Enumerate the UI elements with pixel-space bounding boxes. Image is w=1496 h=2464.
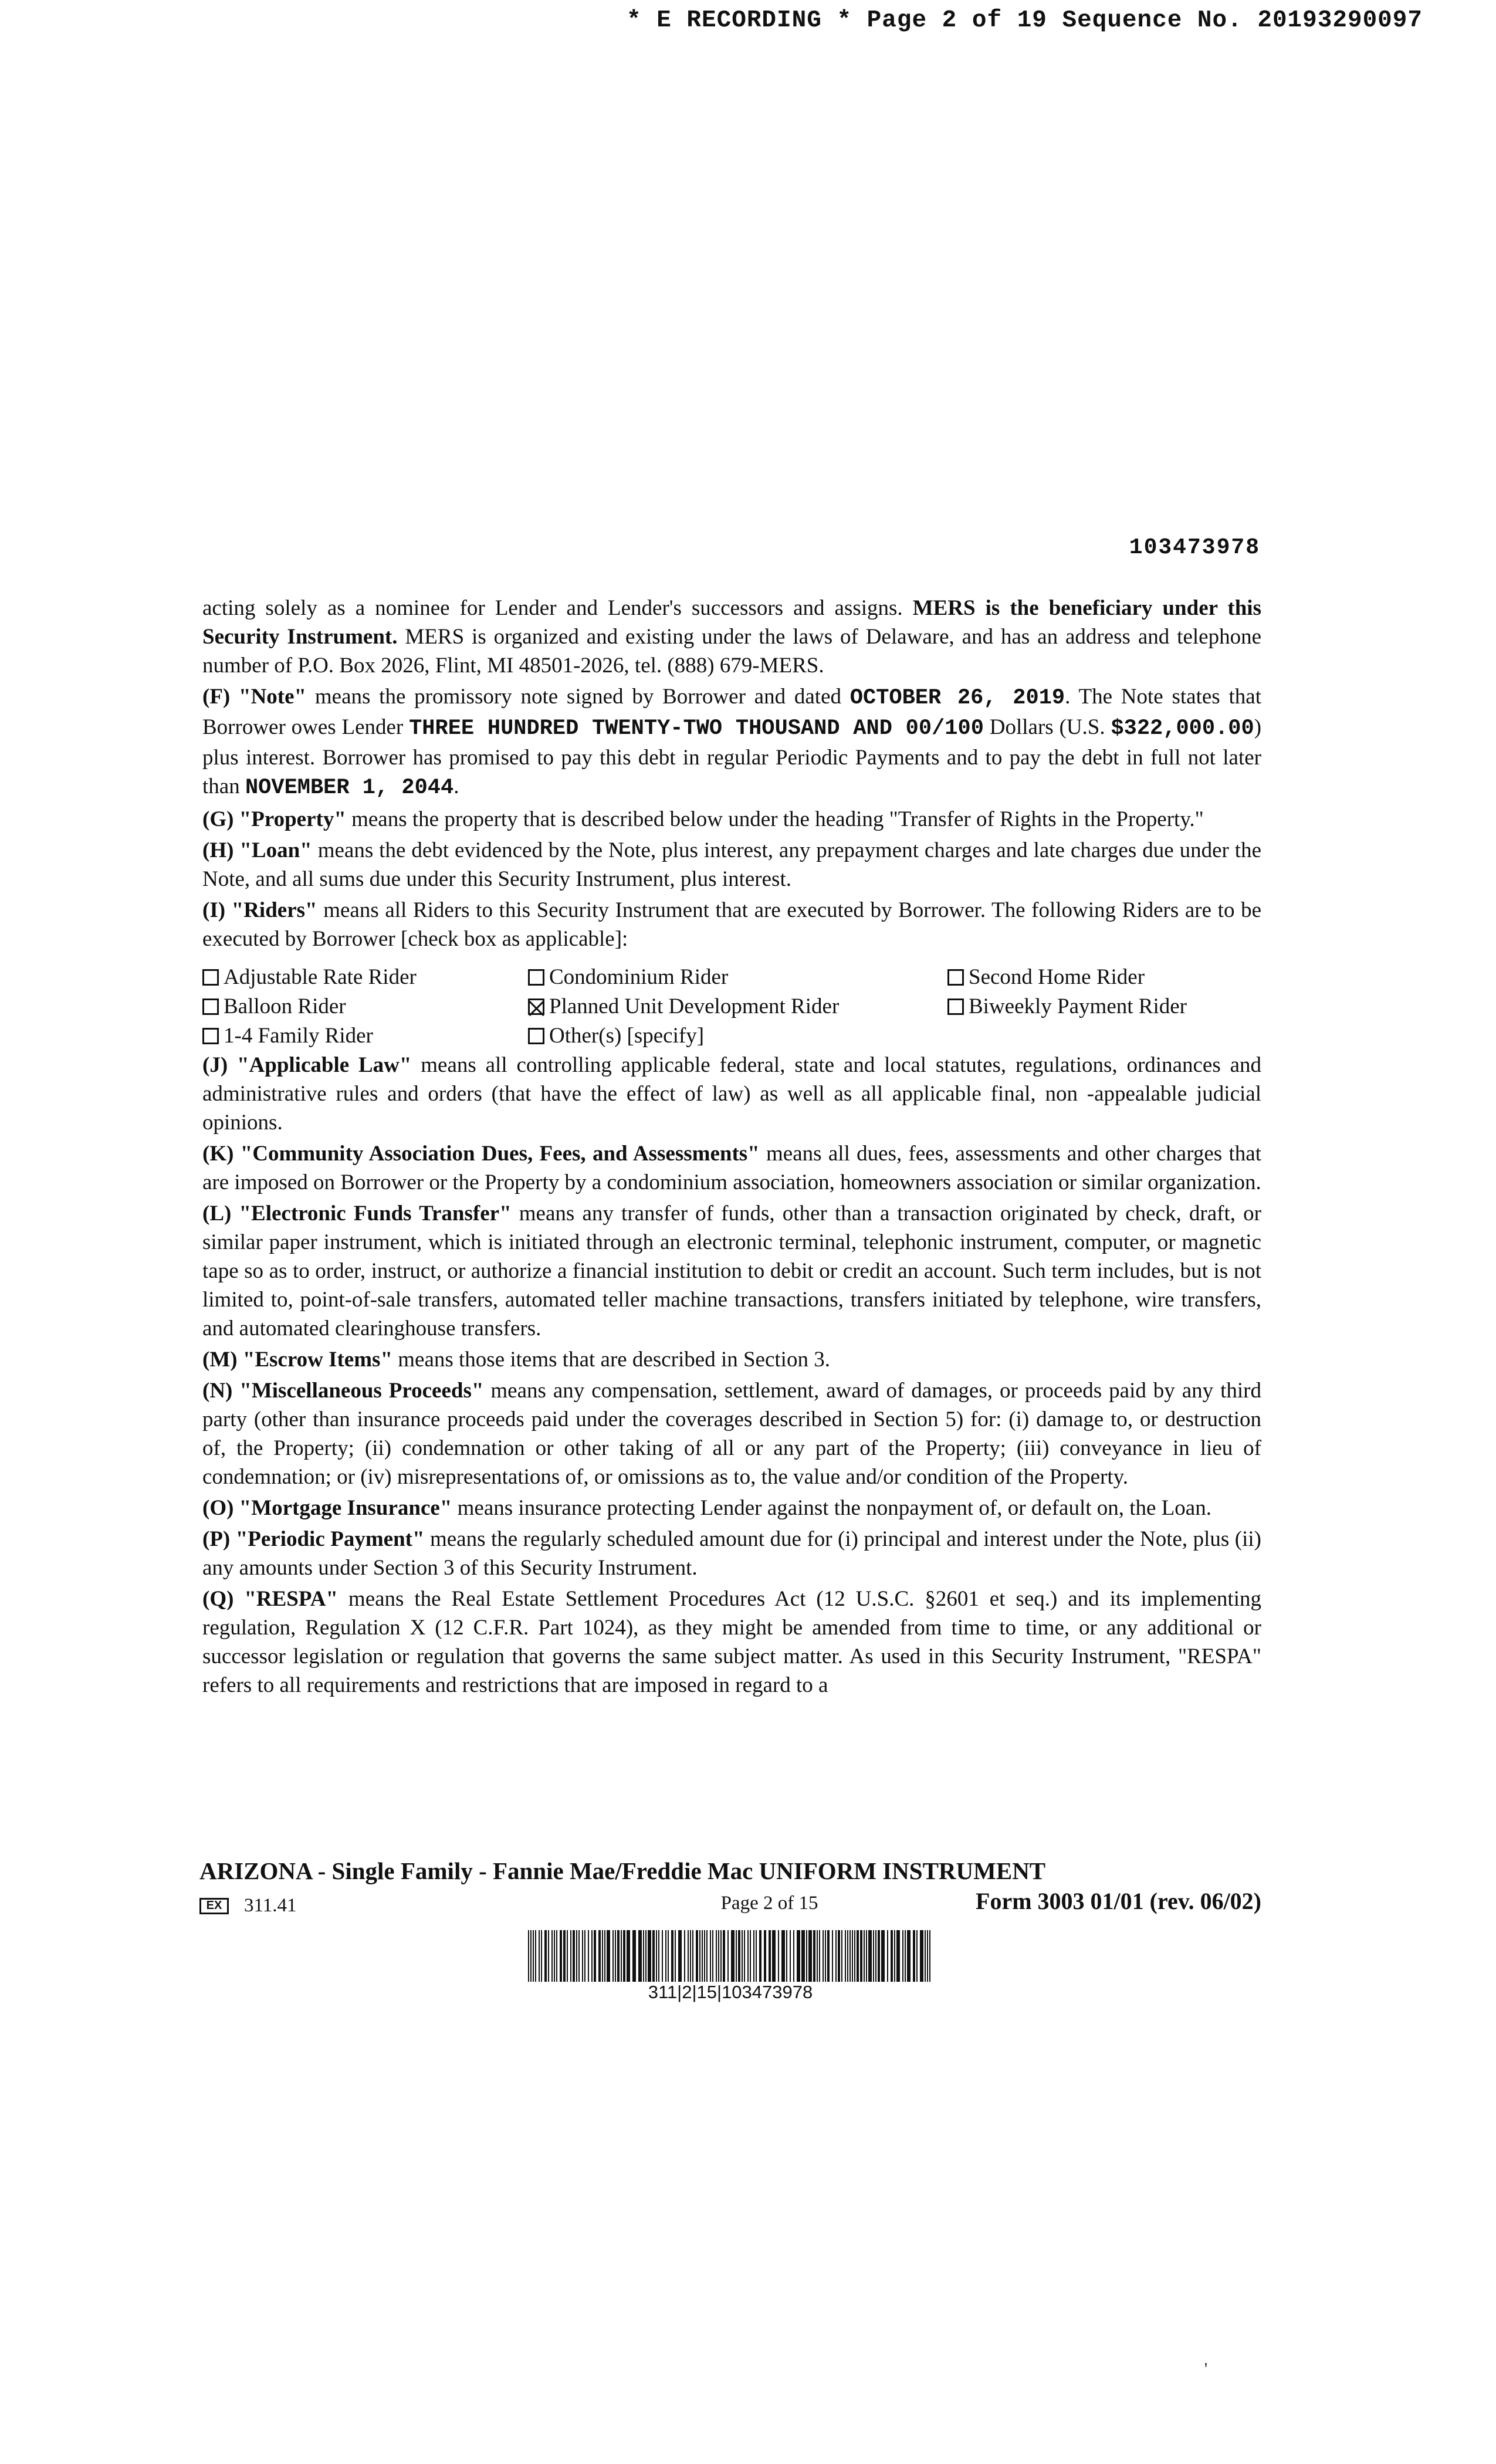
rider-condominium[interactable] (528, 963, 947, 992)
escrow-text: means those items that are described in Section 3. (392, 1348, 830, 1372)
periodic-payment-text: means the regularly scheduled amount due for (i) principal and interest under the Note, plus (ii) any amounts under Section 3 of this Security Instrument. (202, 1527, 1261, 1580)
rider-label: Biweekly Payment Rider (969, 994, 1187, 1018)
barcode-bar (688, 1930, 689, 1982)
note-text: means the promissory note signed by Borrower and dated (306, 685, 850, 709)
barcode-bar (643, 1930, 644, 1982)
barcode-bar (678, 1930, 682, 1982)
barcode-bar (756, 1930, 757, 1982)
barcode-bar (567, 1930, 568, 1982)
document-body (202, 594, 1261, 1702)
barcode-bar (554, 1930, 555, 1982)
riders-text: means all Riders to this Security Instrument that are executed by Borrower. The following Riders are to be executed by Borrower [check box as applicable]: (202, 898, 1261, 951)
mortgage-insurance-label: (O) "Mortgage Insurance" (202, 1496, 452, 1520)
eft-label: (L) "Electronic Funds Transfer" (202, 1201, 512, 1226)
barcode-bar (716, 1930, 717, 1982)
note-text: . (453, 774, 459, 798)
barcode-bar (699, 1930, 700, 1982)
checkbox-icon[interactable] (947, 999, 964, 1015)
barcode-bar (704, 1930, 705, 1982)
loan-label: (H) "Loan" (202, 838, 312, 862)
barcode-bar (808, 1930, 812, 1982)
note-definition (202, 682, 1261, 803)
rider-balloon[interactable] (202, 992, 528, 1021)
barcode-bar (786, 1930, 787, 1982)
riders-definition (202, 896, 1261, 953)
barcode-bar (827, 1930, 830, 1982)
form-title: ARIZONA - Single Family - Fannie Mae/Freddie Mac UNIFORM INSTRUMENT (199, 1857, 1046, 1884)
riders-label: (I) "Riders" (202, 898, 317, 922)
barcode-bar (857, 1930, 859, 1982)
barcode-bar (835, 1930, 837, 1982)
barcode-bar (604, 1930, 605, 1982)
barcode-bar (530, 1930, 532, 1982)
barcode-bar (598, 1930, 601, 1982)
mers-paragraph (202, 594, 1261, 680)
rider-others[interactable] (528, 1021, 947, 1051)
barcode-bar (841, 1930, 842, 1982)
barcode-bar (578, 1930, 580, 1982)
mers-bold-text: MERS is the beneficiary under this Security Instrument. (202, 596, 1261, 649)
loan-text: means the debt evidenced by the Note, plus interest, any prepayment charges and late charges due under the Note, and all sums due under this Security Instrument, plus interest. (202, 838, 1262, 891)
barcode-bar (750, 1930, 751, 1982)
rider-label: Condominium Rider (549, 965, 729, 989)
barcode-bar (656, 1930, 657, 1982)
property-definition (202, 805, 1261, 834)
barcode-bar (731, 1930, 735, 1982)
barcode-bar (817, 1930, 818, 1982)
periodic-payment-label: (P) "Periodic Payment" (202, 1527, 425, 1551)
barcode-bar (891, 1930, 893, 1982)
barcode-bar (588, 1930, 589, 1982)
note-amount: $322,000.00 (1111, 716, 1254, 741)
note-maturity-date: NOVEMBER 1, 2044 (245, 776, 454, 800)
rider-biweekly-payment[interactable] (947, 992, 1261, 1021)
escrow-definition (202, 1345, 1261, 1374)
barcode-bar (920, 1930, 923, 1982)
community-association-label: (K) "Community Association Dues, Fees, and Assessments" (202, 1142, 760, 1166)
barcode-bar (854, 1930, 855, 1982)
rider-second-home[interactable] (947, 963, 1261, 992)
barcode-bar (742, 1930, 743, 1982)
applicable-law-definition (202, 1051, 1261, 1137)
checkbox-icon[interactable] (528, 1028, 544, 1044)
barcode-bar (652, 1930, 655, 1982)
barcode-bar (696, 1930, 698, 1982)
barcode-bar (582, 1930, 583, 1982)
rider-label: Adjustable Rate Rider (224, 965, 417, 989)
barcode-bar (907, 1930, 911, 1982)
barcode-bar (753, 1930, 754, 1982)
barcode-bar (905, 1930, 906, 1982)
barcode-bar (623, 1930, 625, 1982)
mortgage-insurance-text: means insurance protecting Lender against the nonpayment of, or default on, the Loan. (452, 1496, 1211, 1520)
barcode-bar (823, 1930, 824, 1982)
barcode-bar (668, 1930, 669, 1982)
form-logo-icon: EX (199, 1898, 229, 1914)
barcode-bar (927, 1930, 928, 1982)
barcode-bar (662, 1930, 663, 1982)
barcode-bar (638, 1930, 642, 1982)
barcode-bar (864, 1930, 865, 1982)
barcode-bar (576, 1930, 577, 1982)
barcode-icon (528, 1930, 933, 1982)
barcode-bar (648, 1930, 651, 1982)
checked-checkbox-icon[interactable] (528, 999, 544, 1015)
barcode-bar (797, 1930, 800, 1982)
form-footer (199, 1857, 1261, 1917)
barcode-bar (781, 1930, 785, 1982)
respa-label: (Q) "RESPA" (202, 1587, 338, 1611)
barcode-bar (645, 1930, 647, 1982)
barcode-block (528, 1930, 933, 2003)
rider-adjustable-rate[interactable] (202, 963, 528, 992)
community-association-definition (202, 1139, 1261, 1197)
barcode-bar (868, 1930, 872, 1982)
loan-number: 103473978 (1129, 535, 1260, 560)
barcode-bar (665, 1930, 666, 1982)
barcode-bar (573, 1930, 575, 1982)
barcode-bar (621, 1930, 622, 1982)
barcode-bar (894, 1930, 895, 1982)
barcode-bar (627, 1930, 630, 1982)
barcode-bar (591, 1930, 593, 1982)
barcode-bar (736, 1930, 737, 1982)
barcode-bar (615, 1930, 616, 1982)
rider-label: Second Home Rider (969, 965, 1145, 989)
eft-definition (202, 1199, 1261, 1343)
barcode-bar (702, 1930, 703, 1982)
riders-checklist (202, 963, 1261, 1051)
barcode-bar (738, 1930, 740, 1982)
barcode-bar (727, 1930, 729, 1982)
barcode-bar (801, 1930, 805, 1982)
recording-header: * E RECORDING * Page 2 of 19 Sequence No. 20193290097 (626, 7, 1423, 34)
barcode-bar (718, 1930, 719, 1982)
barcode-bar (584, 1930, 585, 1982)
barcode-bar (720, 1930, 722, 1982)
rider-planned-unit-development[interactable] (528, 992, 947, 1021)
community-association-text: means all dues, fees, assessments and other charges that are imposed on Borrower or the Property by a condominium association, homeowners association or similar organization. (202, 1142, 1261, 1194)
barcode-bar (544, 1930, 547, 1982)
barcode-bar (690, 1930, 691, 1982)
escrow-label: (M) "Escrow Items" (202, 1348, 392, 1372)
mortgage-insurance-definition (202, 1494, 1261, 1522)
barcode-bar (813, 1930, 815, 1982)
barcode-bar (778, 1930, 779, 1982)
barcode-bar (866, 1930, 867, 1982)
barcode-bar (602, 1930, 603, 1982)
footer-left (199, 1895, 563, 1917)
barcode-bar (887, 1930, 888, 1982)
property-label: (G) "Property" (202, 807, 346, 831)
note-text: . The Note states that Borrower owes Lender (202, 685, 1261, 739)
barcode-text: 311|2|15|103473978 (648, 1982, 813, 2002)
note-label: (F) "Note" (202, 685, 307, 709)
misc-proceeds-label: (N) "Miscellaneous Proceeds" (202, 1379, 484, 1403)
barcode-bar (617, 1930, 620, 1982)
barcode-bar (612, 1930, 614, 1982)
barcode-bar (556, 1930, 557, 1982)
periodic-payment-definition (202, 1525, 1261, 1582)
barcode-bar (684, 1930, 685, 1982)
applicable-law-label: (J) "Applicable Law" (202, 1053, 412, 1077)
barcode-bar (594, 1930, 596, 1982)
barcode-bar (607, 1930, 610, 1982)
checkbox-icon[interactable] (947, 969, 964, 986)
rider-1-4-family[interactable] (202, 1021, 528, 1051)
note-text: ) plus interest. Borrower has promised to pay this debt in regular Periodic Payments and to pay the debt in full not later than (202, 715, 1262, 798)
loan-definition (202, 836, 1261, 893)
note-date: OCTOBER 26, 2019 (849, 686, 1065, 710)
applicable-law-text: means all controlling applicable federal, state and local statutes, regulations, ordinances and administrative rules and orders (that have the effect of law) as well as all applicable final, non -appealable judicial opinions. (202, 1053, 1261, 1135)
barcode-bar (539, 1930, 540, 1982)
barcode-bar (852, 1930, 853, 1982)
barcode-bar (875, 1930, 876, 1982)
respa-definition (202, 1585, 1261, 1700)
barcode-bar (710, 1930, 711, 1982)
footer-row (199, 1887, 1261, 1917)
barcode-bar (692, 1930, 693, 1982)
rider-label: 1-4 Family Rider (224, 1024, 373, 1048)
mers-text-cont: MERS is organized and existing under the laws of Delaware, and has an address and telephone number of P.O. Box 2026, Flint, MI 48501-2026, tel. (888) 679-MERS. (202, 625, 1261, 678)
checkbox-icon[interactable] (528, 969, 544, 986)
barcode-bar (819, 1930, 820, 1982)
barcode-bar (769, 1930, 771, 1982)
barcode-bar (551, 1930, 553, 1982)
rider-label: Balloon Rider (224, 994, 346, 1018)
rider-label: Planned Unit Development Rider (549, 994, 840, 1018)
barcode-bar (793, 1930, 794, 1982)
barcode-bar (712, 1930, 713, 1982)
property-text: means the property that is described below under the heading "Transfer of Rights in the Property." (346, 807, 1204, 831)
note-text: Dollars (U.S. (983, 715, 1111, 739)
note-amount-words: THREE HUNDRED TWENTY-TWO THOUSAND AND 00/100 (409, 716, 984, 741)
barcode-bar (847, 1930, 848, 1982)
barcode-bar (881, 1930, 885, 1982)
barcode-bar (533, 1930, 534, 1982)
barcode-bar (878, 1930, 880, 1982)
barcode-bar (706, 1930, 708, 1982)
eft-text: means any transfer of funds, other than a transaction originated by check, draft, or similar paper instrument, which is initiated through an electronic terminal, telephonic instrument, computer, or magnetic tape so as to order, instruct, or authorize a financial institution to debit or credit an account. Such term includes, but is not limited to, point-of-sale transfers, automated teller machine transactions, transfers initiated by telephone, wire transfers, and automated clearinghouse transfers. (202, 1201, 1261, 1341)
barcode-bar (832, 1930, 833, 1982)
barcode-bar (671, 1930, 673, 1982)
barcode-bar (759, 1930, 761, 1982)
barcode-bar (764, 1930, 766, 1982)
barcode-bar (896, 1930, 900, 1982)
barcode-bar (916, 1930, 918, 1982)
barcode-bar (825, 1930, 826, 1982)
checkbox-icon[interactable] (202, 999, 219, 1015)
form-code: 311.41 (244, 1895, 297, 1916)
barcode-bar (548, 1930, 549, 1982)
barcode-bar (658, 1930, 659, 1982)
barcode-bar (902, 1930, 903, 1982)
misc-proceeds-definition (202, 1376, 1261, 1491)
barcode-bar (560, 1930, 562, 1982)
barcode-bar (747, 1930, 749, 1982)
barcode-bar (563, 1930, 566, 1982)
barcode-bar (535, 1930, 536, 1982)
barcode-bar (528, 1930, 529, 1982)
barcode-bar (845, 1930, 846, 1982)
barcode-bar (925, 1930, 926, 1982)
barcode-bar (632, 1930, 636, 1982)
rider-label: Other(s) [specify] (549, 1024, 705, 1048)
page-number: Page 2 of 15 (720, 1893, 818, 1914)
barcode-bar (790, 1930, 791, 1982)
barcode-bar (541, 1930, 542, 1982)
barcode-bar (675, 1930, 676, 1982)
barcode-bar (570, 1930, 571, 1982)
barcode-bar (849, 1930, 851, 1982)
barcode-bar (723, 1930, 725, 1982)
barcode-bar (806, 1930, 807, 1982)
respa-text: means the Real Estate Settlement Procedures Act (12 U.S.C. §2601 et seq.) and its implementing regulation, Regulation X (12 C.F.R. Part 1024), as they might be amended from time to time, or any additional or successor legislation or regulation that governs the same subject matter. As used in this Security Instrument, "RESPA" refers to all requirements and restrictions that are imposed in regard to a (202, 1587, 1261, 1697)
barcode-bar (860, 1930, 862, 1982)
checkbox-icon[interactable] (202, 1028, 219, 1044)
barcode-bar (838, 1930, 840, 1982)
checkbox-icon[interactable] (202, 969, 219, 986)
stray-mark: ' (1204, 2360, 1208, 2378)
form-number: Form 3003 01/01 (rev. 06/02) (976, 1888, 1261, 1914)
barcode-bar (873, 1930, 874, 1982)
barcode-bar (772, 1930, 776, 1982)
mers-text: acting solely as a nominee for Lender and Lender's successors and assigns. (202, 596, 913, 620)
misc-proceeds-text: means any compensation, settlement, award of damages, or proceeds paid by any third party (other than insurance proceeds paid under the coverages described in Section 5) for: (i) damage to, or destruction of, the Property; (ii) condemnation or other taking of all or any part of the Property; (iii) conveyance in lieu of condemnation; or (iv) misrepresentations of, or omissions as to, the value and/or condition of the Property. (202, 1379, 1262, 1489)
barcode-bar (913, 1930, 915, 1982)
barcode-bar (929, 1930, 930, 1982)
barcode-bar (744, 1930, 745, 1982)
